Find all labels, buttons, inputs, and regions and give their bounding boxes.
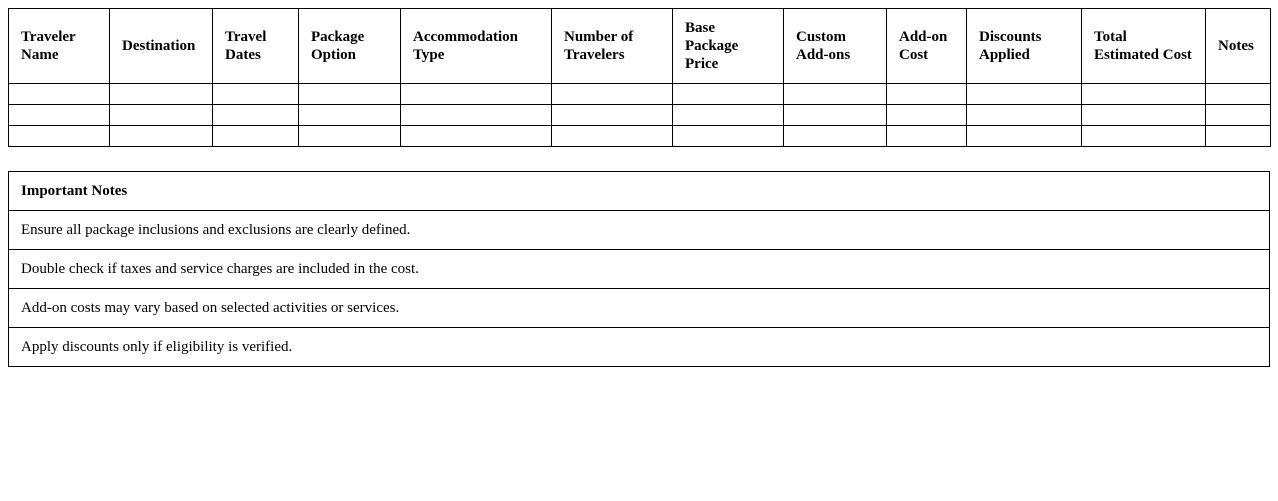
table-cell[interactable]: [110, 84, 213, 105]
document-body: [8, 8, 1270, 367]
table-cell[interactable]: [784, 126, 887, 147]
table-cell[interactable]: [552, 126, 673, 147]
header-total-estimated-cost: Total Estimated Cost: [1082, 9, 1206, 84]
table-cell[interactable]: [299, 126, 401, 147]
table-cell[interactable]: [9, 105, 110, 126]
table-cell[interactable]: [9, 126, 110, 147]
travel-pricing-table: [8, 8, 1271, 147]
table-cell[interactable]: [552, 84, 673, 105]
table-cell[interactable]: [1206, 105, 1271, 126]
header-base-package-price: Base Package Price: [673, 9, 784, 84]
table-cell[interactable]: [213, 126, 299, 147]
table-cell[interactable]: [1082, 126, 1206, 147]
note-item: Add-on costs may vary based on selected activities or services.: [9, 289, 1270, 328]
table-cell[interactable]: [887, 105, 967, 126]
note-item: Ensure all package inclusions and exclusions are clearly defined.: [9, 211, 1270, 250]
table-cell[interactable]: [1206, 126, 1271, 147]
header-add-on-cost: Add-on Cost: [887, 9, 967, 84]
table-cell[interactable]: [784, 84, 887, 105]
notes-title: Important Notes: [9, 172, 1270, 211]
table-cell[interactable]: [673, 84, 784, 105]
table-cell[interactable]: [110, 126, 213, 147]
header-destination: Destination: [110, 9, 213, 84]
table-cell[interactable]: [110, 105, 213, 126]
table-cell[interactable]: [967, 84, 1082, 105]
note-row: [9, 250, 1270, 289]
table-cell[interactable]: [673, 126, 784, 147]
table-cell[interactable]: [967, 126, 1082, 147]
note-row: [9, 289, 1270, 328]
table-cell[interactable]: [1082, 84, 1206, 105]
table-cell[interactable]: [401, 105, 552, 126]
table-cell[interactable]: [887, 126, 967, 147]
header-discounts-applied: Discounts Applied: [967, 9, 1082, 84]
table-cell[interactable]: [673, 105, 784, 126]
header-travel-dates: Travel Dates: [213, 9, 299, 84]
table-cell[interactable]: [401, 126, 552, 147]
notes-header-row: [9, 172, 1270, 211]
table-cell[interactable]: [552, 105, 673, 126]
table-cell[interactable]: [213, 84, 299, 105]
table-cell[interactable]: [299, 105, 401, 126]
table-row: [9, 126, 1271, 147]
note-item: Double check if taxes and service charges are included in the cost.: [9, 250, 1270, 289]
header-traveler-name: Traveler Name: [9, 9, 110, 84]
note-row: [9, 328, 1270, 367]
table-cell[interactable]: [9, 84, 110, 105]
header-package-option: Package Option: [299, 9, 401, 84]
header-custom-add-ons: Custom Add-ons: [784, 9, 887, 84]
table-cell[interactable]: [1206, 84, 1271, 105]
table-row: [9, 84, 1271, 105]
header-accommodation-type: Accommodation Type: [401, 9, 552, 84]
table-cell[interactable]: [401, 84, 552, 105]
header-number-of-travelers: Number of Travelers: [552, 9, 673, 84]
table-row: [9, 105, 1271, 126]
note-item: Apply discounts only if eligibility is verified.: [9, 328, 1270, 367]
header-notes: Notes: [1206, 9, 1271, 84]
table-cell[interactable]: [213, 105, 299, 126]
table-cell[interactable]: [784, 105, 887, 126]
table-cell[interactable]: [967, 105, 1082, 126]
important-notes-table: [8, 171, 1270, 367]
note-row: [9, 211, 1270, 250]
table-cell[interactable]: [1082, 105, 1206, 126]
table-cell[interactable]: [299, 84, 401, 105]
table-cell[interactable]: [887, 84, 967, 105]
table-header-row: [9, 9, 1271, 84]
